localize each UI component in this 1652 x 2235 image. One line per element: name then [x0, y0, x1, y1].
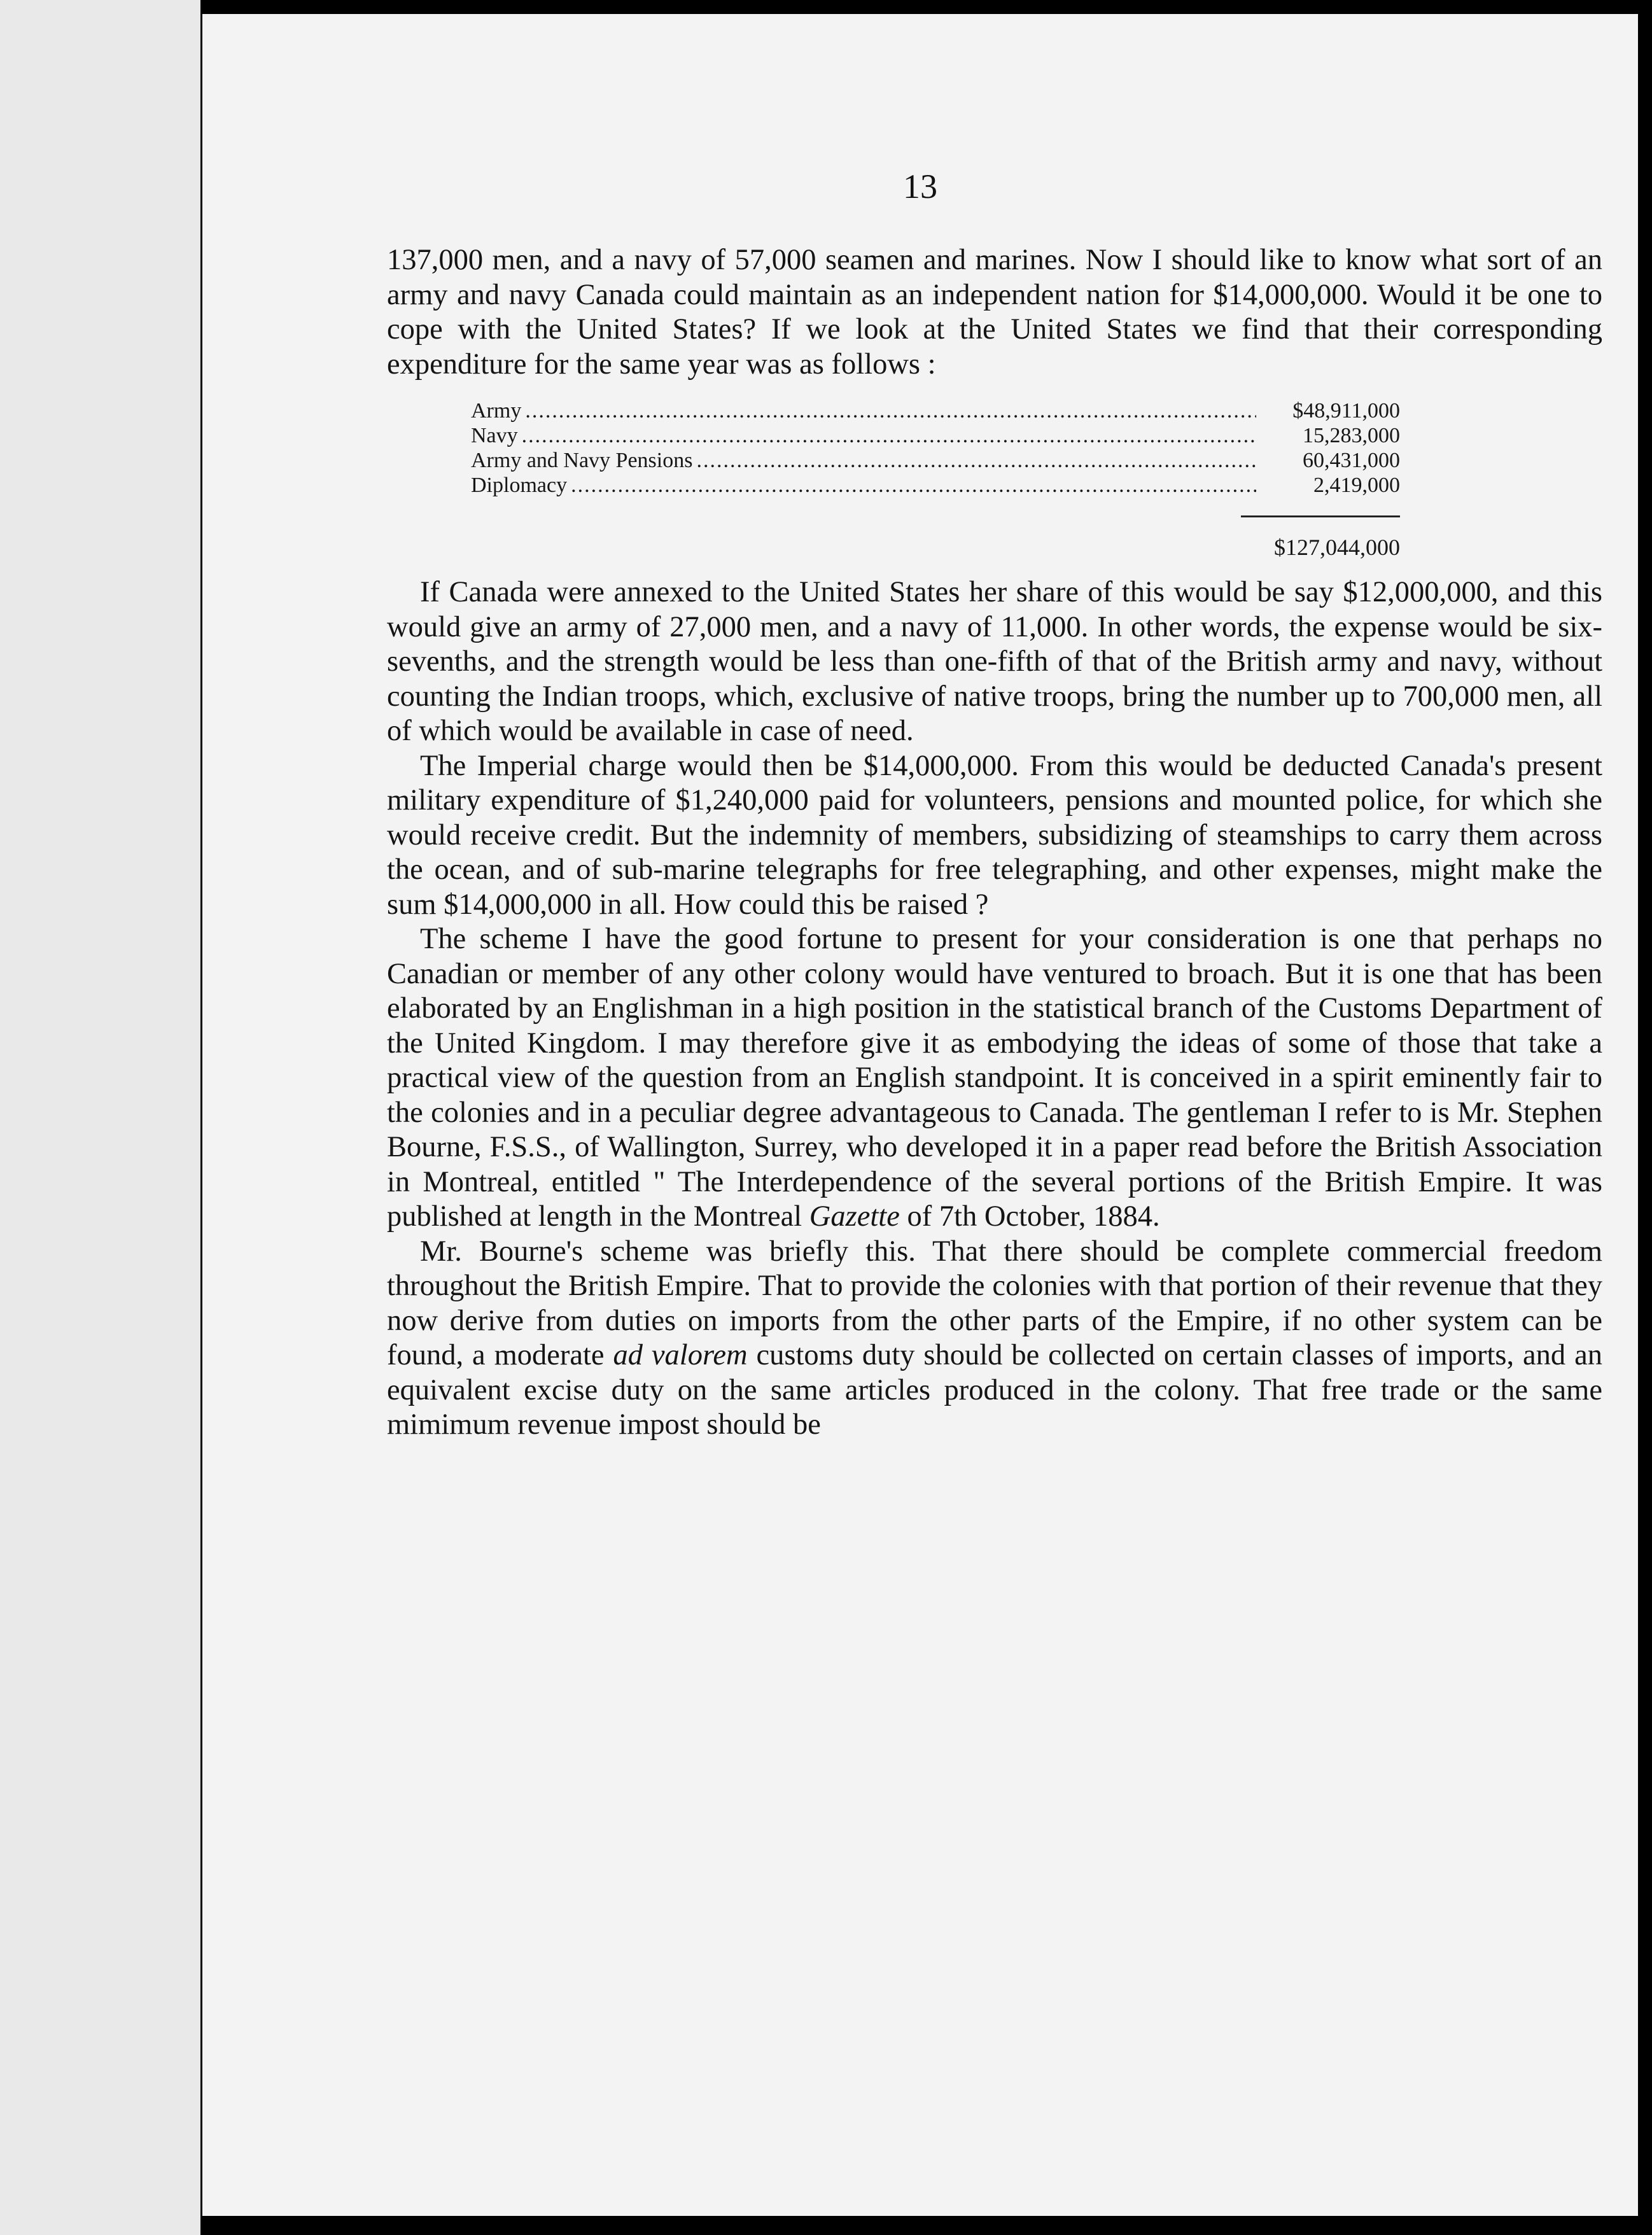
leader-dots: [696, 448, 1256, 473]
leader-dots: [571, 473, 1256, 498]
leader-dots: [522, 423, 1256, 448]
bourne-text-end: customs duty should be collected on certain classes of imports, and an equivalent excise duty on the same articles produced in the colony. That free trade or the same mimimum revenue impost should be: [387, 1339, 1602, 1441]
row-label: Navy: [471, 424, 518, 447]
row-value: 2,419,000: [1313, 473, 1400, 497]
paragraph-army-navy: 137,000 men, and a navy of 57,000 seamen and marines. Now I should like to know what sort of an army and navy Canada could maintain as an independent nation for $14,000,000. Would it be one to cope with the United States? If we look at the United States we find that their corresponding expenditure for the same year was as follows :: [387, 244, 1602, 381]
table-total: $127,044,000: [1274, 535, 1400, 560]
gazette-title: Gazette: [809, 1200, 900, 1233]
paragraph-bourne-scheme: [387, 1235, 1602, 1443]
body-text: [387, 243, 1602, 1443]
expenditure-table: [471, 398, 1400, 560]
row-value: $48,911,000: [1292, 399, 1400, 423]
paragraph-scheme: [387, 922, 1602, 1235]
row-label: Army: [471, 399, 522, 423]
bourne-text: Mr. Bourne's scheme was briefly this. That there should be complete commercial freedom throughout the British Empire. That to provide the colonies with that portion of their revenue that they now derive from duties on imports from the other parts of the Empire, if no other system can be found, a moderate: [387, 1235, 1602, 1371]
scheme-text: The scheme I have the good fortune to present for your consideration is one that perhaps no Canadian or member of any other colony would have ventured to broach. But it is one that has been elaborated by an Englishman in a high position in the statistical branch of the Customs Department of the United Kingdom. I may therefore give it as embodying the ideas of some of those that take a practical view of the question from an English standpoint. It is conceived in a spirit eminently fair to the colonies and in a peculiar degree advantageous to Canada. The gentleman I refer to is Mr. Stephen Bourne, F.S.S., of Wallington, Surrey, who developed it in a paper read before the British Association in Montreal, entitled " The Interdependence of the several portions of the British Empire. It was published at length in the Montreal: [387, 923, 1602, 1233]
table-row: [471, 398, 1400, 423]
row-label: Diplomacy: [471, 473, 568, 497]
row-value: 15,283,000: [1303, 424, 1400, 447]
paragraph-imperial-charge: The Imperial charge would then be $14,000,000. From this would be deducted Canada's present military expenditure of $1,240,000 paid for volunteers, pensions and mounted police, for which she would receive credit. But the indemnity of members, subsidizing of steamships to carry them across the ocean, and of sub-marine telegraphs for free telegraphing, and other expenses, might make the sum $14,000,000 in all. How could this be raised ?: [387, 749, 1602, 921]
page-number: 13: [903, 167, 937, 206]
row-label: Army and Navy Pensions: [471, 449, 693, 472]
table-row: [471, 423, 1400, 448]
total-rule: [1241, 515, 1400, 517]
facing-page-edge: [0, 0, 200, 2235]
document-page: [202, 14, 1638, 2216]
table-row: [471, 473, 1400, 498]
paragraph-annexation: If Canada were annexed to the United States her share of this would be say $12,000,000, and this would give an army of 27,000 men, and a navy of 11,000. In other words, the expense would be six-sevenths, and the strength would be less than one-fifth of that of the British army and navy, without counting the Indian troops, which, exclusive of native troops, bring the number up to 700,000 men, all of which would be available in case of need.: [387, 576, 1602, 747]
table-row: [471, 448, 1400, 473]
row-value: 60,431,000: [1303, 449, 1400, 472]
scheme-date: of 7th October, 1884.: [899, 1200, 1160, 1233]
leader-dots: [525, 398, 1256, 423]
ad-valorem-phrase: ad valorem: [613, 1339, 748, 1371]
